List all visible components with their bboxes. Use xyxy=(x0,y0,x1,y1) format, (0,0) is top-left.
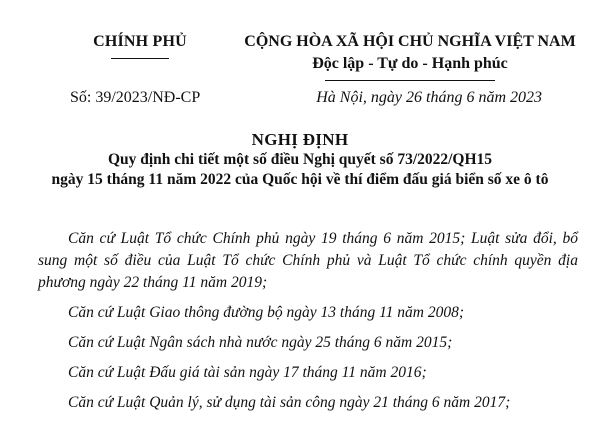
legal-basis-list xyxy=(38,228,578,422)
legal-basis-item: Căn cứ Luật Giao thông đường bộ ngày 13 tháng 11 năm 2008; xyxy=(68,304,465,321)
document-subject-line-1: Quy định chi tiết một số điều Nghị quyết số 73/2022/QH15 xyxy=(107,151,493,168)
place-and-date: Hà Nội, ngày 26 tháng 6 năm 2023 xyxy=(316,89,542,106)
issuing-agency-block xyxy=(40,10,240,59)
motto-underline xyxy=(325,80,495,81)
agency-underline xyxy=(111,58,169,59)
national-title-block xyxy=(230,10,590,81)
legal-basis-item: Căn cứ Luật Ngân sách nhà nước ngày 25 tháng 6 năm 2015; xyxy=(68,334,453,351)
document-type: NGHỊ ĐỊNH xyxy=(251,130,349,149)
legal-basis-item: Căn cứ Luật Quản lý, sử dụng tài sản công ngày 21 tháng 6 năm 2017; xyxy=(68,394,511,411)
national-motto: Độc lập - Tự do - Hạnh phúc xyxy=(312,55,508,72)
national-title: CỘNG HÒA XÃ HỘI CHỦ NGHĨA VIỆT NAM xyxy=(244,33,576,50)
issuing-agency: CHÍNH PHỦ xyxy=(93,33,187,50)
document-header xyxy=(0,10,600,100)
legal-basis-item: Căn cứ Luật Đấu giá tài sản ngày 17 tháng 11 năm 2016; xyxy=(68,364,427,381)
document-subject-line-2: ngày 15 tháng 11 năm 2022 của Quốc hội về thí điểm đấu giá biển số xe ô tô xyxy=(51,171,549,188)
document-title-block xyxy=(0,130,600,190)
legal-basis-item: Căn cứ Luật Tổ chức Chính phủ ngày 19 tháng 6 năm 2015; Luật sửa đổi, bổ sung một số điều của Luật Tổ chức Chính phủ và Luật Tổ chức chính quyền địa phương ngày 22 tháng 11 năm 2019; xyxy=(38,230,578,291)
document-number: Số: 39/2023/NĐ-CP xyxy=(70,89,201,106)
